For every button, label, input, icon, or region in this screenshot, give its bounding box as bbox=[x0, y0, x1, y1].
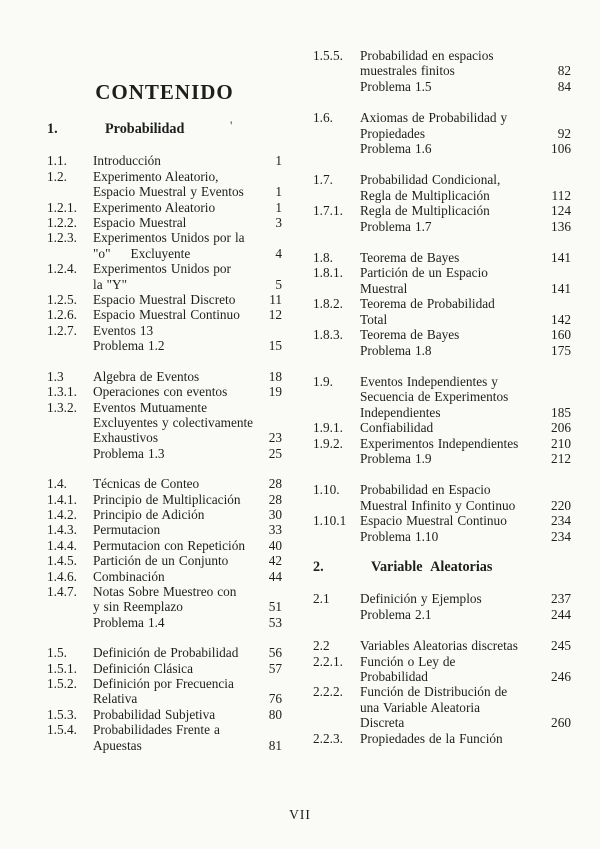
entry-page: 57 bbox=[268, 660, 282, 676]
entry-page: 28 bbox=[268, 491, 282, 507]
toc-entry bbox=[47, 277, 282, 292]
toc-entry bbox=[47, 169, 282, 184]
toc-entry bbox=[313, 389, 571, 404]
toc-entry bbox=[47, 369, 282, 384]
entry-title: Apuestas bbox=[93, 737, 142, 753]
entry-page: 185 bbox=[551, 404, 571, 420]
right-column bbox=[313, 48, 571, 762]
toc-entry bbox=[313, 296, 571, 311]
page-number-footer: VII bbox=[289, 807, 311, 822]
entry-title: Técnicas de Conteo bbox=[93, 476, 200, 492]
entry-title: Teorema de Probabilidad bbox=[360, 296, 495, 312]
entry-number: 1.7.1. bbox=[313, 203, 343, 219]
entry-title: y sin Reemplazo bbox=[93, 599, 183, 615]
toc-block bbox=[47, 476, 282, 630]
entry-title: Eventos Independientes y bbox=[360, 373, 498, 389]
entry-number: 1.8.2. bbox=[313, 296, 343, 312]
toc-entry bbox=[313, 343, 571, 358]
entry-title: Variables Aleatorias discretas bbox=[360, 638, 518, 654]
entry-title: Algebra de Eventos bbox=[93, 368, 200, 384]
toc-entry bbox=[47, 153, 282, 168]
entry-title: muestrales finitos bbox=[360, 63, 455, 79]
entry-number: 1.5.4. bbox=[47, 722, 77, 738]
toc-entry bbox=[313, 700, 571, 715]
entry-page: 53 bbox=[268, 614, 282, 630]
entry-number: 1.4.5. bbox=[47, 553, 77, 569]
entry-page: 44 bbox=[268, 568, 282, 584]
toc-entry bbox=[47, 476, 282, 491]
entry-title: Espacio Muestral Discreto bbox=[93, 292, 236, 308]
entry-title: Relativa bbox=[93, 691, 138, 707]
entry-title: Notas Sobre Muestreo con bbox=[93, 583, 237, 599]
toc-block bbox=[47, 645, 282, 753]
entry-title: Discreta bbox=[360, 715, 405, 731]
entry-number: 1.2.3. bbox=[47, 230, 77, 246]
entry-title: la "Y" bbox=[93, 276, 128, 292]
toc-entry bbox=[313, 654, 571, 669]
entry-title: Eventos Mutuamente bbox=[93, 399, 208, 415]
toc-entry bbox=[47, 615, 282, 630]
entry-page: 142 bbox=[551, 311, 571, 327]
entry-title: Experimento Aleatorio bbox=[93, 199, 216, 215]
section-number: 2. bbox=[313, 558, 324, 575]
toc-entry bbox=[47, 384, 282, 399]
toc-block bbox=[313, 591, 571, 622]
toc-entry bbox=[47, 553, 282, 568]
entry-page: 92 bbox=[557, 125, 571, 141]
entry-page: 11 bbox=[269, 292, 282, 308]
entry-title: Probabilidad Subjetiva bbox=[93, 706, 216, 722]
entry-page: 84 bbox=[557, 78, 571, 94]
entry-number: 1.2. bbox=[47, 168, 67, 184]
toc-entry bbox=[47, 707, 282, 722]
entry-title: Operaciones con eventos bbox=[93, 384, 228, 400]
entry-page: 25 bbox=[268, 445, 282, 461]
entry-page: 81 bbox=[268, 737, 282, 753]
entry-page: 19 bbox=[268, 384, 282, 400]
toc-block bbox=[313, 48, 571, 94]
toc-entry bbox=[313, 374, 571, 389]
entry-title: Problema 1.6 bbox=[360, 141, 432, 157]
entry-page: 244 bbox=[551, 606, 571, 622]
section-heading bbox=[47, 122, 282, 137]
entry-title: Combinación bbox=[93, 568, 165, 584]
entry-page: 260 bbox=[551, 715, 571, 731]
toc-entry bbox=[313, 48, 571, 63]
toc-entry bbox=[47, 446, 282, 461]
entry-number: 1.8. bbox=[313, 250, 333, 266]
toc-block bbox=[313, 172, 571, 234]
toc-entry bbox=[47, 230, 282, 245]
entry-number: 2.2 bbox=[313, 638, 330, 654]
entry-number: 1.5.3. bbox=[47, 706, 77, 722]
entry-number: 1.7. bbox=[313, 172, 333, 188]
entry-title: Teorema de Bayes bbox=[360, 327, 460, 343]
entry-number: 1.5.1. bbox=[47, 660, 77, 676]
entry-title: Experimentos Unidos por la bbox=[93, 230, 245, 246]
entry-number: 1.3 bbox=[47, 368, 64, 384]
entry-title: Probabilidad Condicional, bbox=[360, 172, 501, 188]
toc-entry bbox=[313, 436, 571, 451]
entry-number: 1.4. bbox=[47, 476, 67, 492]
entry-title: Regla de Multiplicación bbox=[360, 187, 490, 203]
entry-number: 1.2.2. bbox=[47, 215, 77, 231]
toc-entry bbox=[313, 684, 571, 699]
entry-title: Definición y Ejemplos bbox=[360, 591, 482, 607]
entry-title: Propiedades bbox=[360, 125, 425, 141]
left-column bbox=[47, 114, 282, 768]
toc-entry bbox=[313, 250, 571, 265]
entry-title: Permutacion bbox=[93, 522, 161, 538]
entry-title: Función de Distribución de bbox=[360, 684, 508, 700]
entry-title: Exhaustivos bbox=[93, 430, 159, 446]
entry-page: 1 bbox=[275, 153, 282, 169]
entry-page: 124 bbox=[551, 203, 571, 219]
entry-page: 234 bbox=[551, 513, 571, 529]
entry-title: una Variable Aleatoria bbox=[360, 699, 480, 715]
entry-page: 76 bbox=[268, 691, 282, 707]
entry-number: 1.4.6. bbox=[47, 568, 77, 584]
toc-entry bbox=[313, 405, 571, 420]
entry-number: 1.4.4. bbox=[47, 537, 77, 553]
entry-title: Problema 1.10 bbox=[360, 528, 439, 544]
toc-block bbox=[313, 482, 571, 544]
toc-entry bbox=[313, 715, 571, 730]
toc-block bbox=[313, 374, 571, 466]
toc-entry bbox=[313, 420, 571, 435]
entry-number: 1.2.7. bbox=[47, 322, 77, 338]
entry-title: Teorema de Bayes bbox=[360, 250, 460, 266]
toc-entry bbox=[313, 172, 571, 187]
section-heading bbox=[313, 560, 571, 575]
section-number: 1. bbox=[47, 121, 58, 137]
entry-title: Espacio Muestral Continuo bbox=[93, 307, 240, 323]
toc-entry bbox=[313, 110, 571, 125]
entry-number: 1.4.3. bbox=[47, 522, 77, 538]
entry-page: 141 bbox=[551, 280, 571, 296]
entry-number: 1.9.2. bbox=[313, 435, 343, 451]
entry-page: 15 bbox=[268, 338, 282, 354]
toc-entry bbox=[313, 63, 571, 78]
entry-page: 33 bbox=[268, 522, 282, 538]
toc-block bbox=[47, 153, 282, 353]
entry-title: Problema 1.2 bbox=[93, 338, 165, 354]
entry-title: Probabilidad en Espacio bbox=[360, 482, 491, 498]
entry-page: 51 bbox=[268, 599, 282, 615]
entry-page: 40 bbox=[268, 537, 282, 553]
entry-title: Excluyentes y colectivamente bbox=[93, 414, 254, 430]
entry-title: Experimentos Independientes bbox=[360, 435, 519, 451]
toc-entry bbox=[313, 141, 571, 156]
entry-number: 1.2.4. bbox=[47, 261, 77, 277]
entry-page: 12 bbox=[268, 307, 282, 323]
entry-number: 2.1 bbox=[313, 591, 330, 607]
toc-entry bbox=[47, 261, 282, 276]
entry-page: 106 bbox=[551, 141, 571, 157]
entry-page: 1 bbox=[275, 184, 282, 200]
entry-page: 18 bbox=[268, 368, 282, 384]
toc-entry bbox=[47, 661, 282, 676]
entry-page: 206 bbox=[551, 420, 571, 436]
toc-block bbox=[313, 638, 571, 746]
entry-number: 1.5. bbox=[47, 645, 67, 661]
entry-number: 1.10. bbox=[313, 482, 340, 498]
toc-entry bbox=[313, 513, 571, 528]
entry-page: 56 bbox=[268, 645, 282, 661]
entry-title: Muestral bbox=[360, 280, 408, 296]
entry-page: 212 bbox=[551, 450, 571, 466]
entry-title: Problema 1.4 bbox=[93, 614, 165, 630]
entry-title: Definición Clásica bbox=[93, 660, 193, 676]
entry-number: 1.4.2. bbox=[47, 506, 77, 522]
entry-page: 30 bbox=[268, 506, 282, 522]
entry-page: 42 bbox=[268, 553, 282, 569]
entry-title: Eventos 13 bbox=[93, 322, 154, 338]
entry-page: 1 bbox=[275, 199, 282, 215]
toc-entry bbox=[313, 312, 571, 327]
entry-number: 1.8.3. bbox=[313, 327, 343, 343]
entry-number: 1.5.2. bbox=[47, 676, 77, 691]
entry-title: Experimento Aleatorio, bbox=[93, 168, 219, 184]
toc-entry bbox=[47, 569, 282, 584]
toc-entry bbox=[47, 415, 282, 430]
toc-entry bbox=[47, 430, 282, 445]
toc-entry bbox=[313, 451, 571, 466]
entry-number: 2.2.2. bbox=[313, 684, 343, 700]
entry-title: Partición de un Espacio bbox=[360, 265, 488, 281]
entry-page: 246 bbox=[551, 669, 571, 684]
entry-page: 234 bbox=[551, 528, 571, 544]
entry-number: 1.4.1. bbox=[47, 491, 77, 507]
toc-entry bbox=[47, 246, 282, 261]
entry-title: Probabilidad en espacios bbox=[360, 48, 494, 63]
entry-title: Partición de un Conjunto bbox=[93, 553, 229, 569]
toc-entry bbox=[313, 188, 571, 203]
entry-title: Probabilidad bbox=[360, 669, 428, 684]
entry-title: "o" Excluyente bbox=[93, 245, 191, 261]
entry-page: 5 bbox=[275, 276, 282, 292]
entry-title: Principio de Multiplicación bbox=[93, 491, 241, 507]
entry-title: Experimentos Unidos por bbox=[93, 261, 231, 277]
toc-entry bbox=[47, 307, 282, 322]
toc-entry bbox=[313, 638, 571, 653]
toc-entry bbox=[47, 338, 282, 353]
entry-title: Problema 1.3 bbox=[93, 445, 165, 461]
toc-entry bbox=[47, 645, 282, 660]
toc-entry bbox=[47, 215, 282, 230]
entry-page: 80 bbox=[268, 706, 282, 722]
toc-entry bbox=[47, 738, 282, 753]
toc-entry bbox=[313, 731, 571, 746]
entry-title: Secuencia de Experimentos bbox=[360, 389, 509, 405]
entry-number: 1.4.7. bbox=[47, 583, 77, 599]
entry-title: Regla de Multiplicación bbox=[360, 203, 490, 219]
toc-entry bbox=[313, 126, 571, 141]
entry-number: 1.6. bbox=[313, 110, 333, 126]
entry-title: Definición por Frecuencia bbox=[93, 676, 234, 691]
entry-title: Principio de Adición bbox=[93, 506, 205, 522]
toc-entry bbox=[47, 584, 282, 599]
entry-number: 1.3.1. bbox=[47, 384, 77, 400]
entry-page: 160 bbox=[551, 327, 571, 343]
entry-title: Permutacion con Repetición bbox=[93, 537, 245, 553]
entry-number: 1.1. bbox=[47, 153, 67, 169]
page-title: CONTENIDO bbox=[95, 80, 234, 104]
toc-entry bbox=[47, 492, 282, 507]
entry-page: 136 bbox=[551, 218, 571, 234]
entry-page: 245 bbox=[551, 638, 571, 654]
toc-entry bbox=[47, 599, 282, 614]
entry-title: Problema 1.5 bbox=[360, 78, 432, 94]
toc-entry bbox=[313, 265, 571, 280]
toc-entry bbox=[47, 507, 282, 522]
toc-entry bbox=[47, 292, 282, 307]
toc-block bbox=[313, 110, 571, 156]
entry-page: 82 bbox=[557, 63, 571, 79]
toc-entry bbox=[313, 219, 571, 234]
entry-page: 23 bbox=[268, 430, 282, 446]
toc-entry bbox=[47, 722, 282, 737]
entry-number: 1.2.1. bbox=[47, 199, 77, 215]
entry-title: Espacio Muestral bbox=[93, 215, 187, 231]
toc-entry bbox=[313, 591, 571, 606]
entry-number: 1.10.1 bbox=[313, 513, 347, 529]
stray-mark: ' bbox=[230, 118, 233, 133]
toc-entry bbox=[47, 676, 282, 691]
toc-entry bbox=[47, 323, 282, 338]
entry-page: 28 bbox=[268, 476, 282, 492]
toc-entry bbox=[47, 400, 282, 415]
toc-entry bbox=[47, 200, 282, 215]
entry-title: Propiedades de la Función bbox=[360, 730, 503, 746]
section-title: Variable Aleatorias bbox=[371, 558, 493, 575]
entry-title: Espacio Muestral y Eventos bbox=[93, 184, 244, 200]
entry-page: 210 bbox=[551, 435, 571, 451]
entry-title: Probabilidades Frente a bbox=[93, 722, 220, 738]
entry-number: 1.3.2. bbox=[47, 399, 77, 415]
entry-number: 1.9.1. bbox=[313, 420, 343, 436]
toc-entry bbox=[313, 669, 571, 684]
entry-title: Axiomas de Probabilidad y bbox=[360, 110, 508, 126]
toc-entry bbox=[47, 184, 282, 199]
entry-page: 237 bbox=[551, 591, 571, 607]
entry-title: Definición de Probabilidad bbox=[93, 645, 239, 661]
entry-title: Problema 1.7 bbox=[360, 218, 432, 234]
toc-entry bbox=[313, 498, 571, 513]
entry-number: 1.5.5. bbox=[313, 48, 343, 63]
toc-entry bbox=[47, 522, 282, 537]
entry-page: 112 bbox=[551, 187, 571, 203]
entry-title: Muestral Infinito y Continuo bbox=[360, 497, 516, 513]
entry-page: 4 bbox=[275, 245, 282, 261]
entry-page: 175 bbox=[551, 342, 571, 358]
entry-page: 3 bbox=[275, 215, 282, 231]
entry-title: Confiabilidad bbox=[360, 420, 434, 436]
toc-entry bbox=[313, 529, 571, 544]
toc-entry bbox=[47, 691, 282, 706]
entry-title: Independientes bbox=[360, 404, 441, 420]
entry-title: Problema 1.8 bbox=[360, 342, 432, 358]
entry-number: 2.2.1. bbox=[313, 653, 343, 669]
toc-entry bbox=[313, 281, 571, 296]
entry-title: Problema 2.1 bbox=[360, 606, 432, 622]
entry-number: 1.9. bbox=[313, 373, 333, 389]
toc-entry bbox=[313, 607, 571, 622]
toc-block bbox=[313, 250, 571, 358]
section-title: Probabilidad bbox=[105, 121, 185, 137]
toc-entry bbox=[313, 482, 571, 497]
entry-title: Problema 1.9 bbox=[360, 450, 432, 466]
entry-number: 1.2.6. bbox=[47, 307, 77, 323]
toc-block bbox=[47, 369, 282, 461]
entry-title: Introducción bbox=[93, 153, 161, 169]
toc-entry bbox=[313, 327, 571, 342]
entry-page: 141 bbox=[551, 250, 571, 266]
toc-entry bbox=[47, 538, 282, 553]
entry-number: 2.2.3. bbox=[313, 730, 343, 746]
toc-entry bbox=[313, 203, 571, 218]
entry-page: 220 bbox=[551, 497, 571, 513]
entry-title: Función o Ley de bbox=[360, 653, 456, 669]
entry-number: 1.2.5. bbox=[47, 292, 77, 308]
entry-number: 1.8.1. bbox=[313, 265, 343, 281]
entry-title: Espacio Muestral Continuo bbox=[360, 513, 507, 529]
toc-entry bbox=[313, 79, 571, 94]
entry-title: Total bbox=[360, 311, 388, 327]
